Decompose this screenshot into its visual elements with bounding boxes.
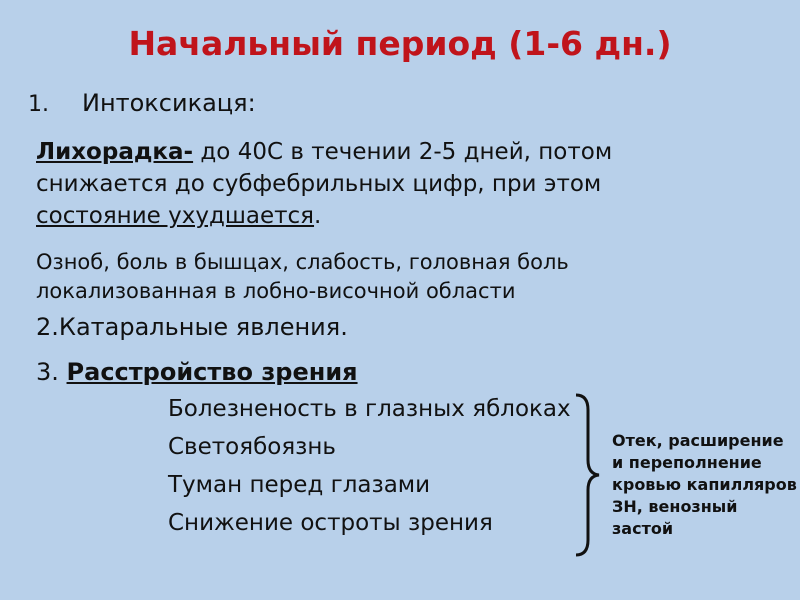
chills-paragraph: [36, 248, 569, 306]
item-3-number: 3.: [36, 358, 67, 386]
fever-period: .: [314, 203, 322, 229]
item-3: [36, 358, 358, 386]
fever-paragraph: [36, 136, 612, 232]
symptom-item: Туман перед глазами: [168, 472, 431, 498]
item-2: 2.Катаральные явления.: [36, 313, 348, 341]
side-note: Отек, расширение и переполнение кровью капилляров ЗН, венозный застой: [612, 431, 797, 538]
item-3-label: Расстройство зрения: [66, 358, 358, 386]
fever-line2: снижается до субфебрильных цифр, при этом: [36, 171, 602, 197]
fever-worsens: состояние ухудшается: [36, 203, 315, 229]
fever-term: Лихорадка-: [36, 139, 194, 165]
slide-title: Начальный период (1-6 дн.): [128, 24, 672, 63]
symptom-item: Светоябоязнь: [168, 434, 336, 460]
symptom-item: Болезненость в глазных яблоках: [168, 396, 571, 422]
chills-line2: локализованная в лобно-височной области: [36, 279, 516, 303]
symptom-item: Снижение остроты зрения: [168, 510, 493, 536]
fever-line1-rest: до 40С в течении 2-5 дней, потом: [193, 139, 613, 165]
chills-line1: Озноб, боль в бышцах, слабость, головная боль: [36, 250, 569, 274]
item-1-number: 1.: [28, 92, 49, 117]
curly-brace-icon: [572, 392, 602, 558]
item-1-label: Интоксикаця:: [82, 89, 256, 117]
